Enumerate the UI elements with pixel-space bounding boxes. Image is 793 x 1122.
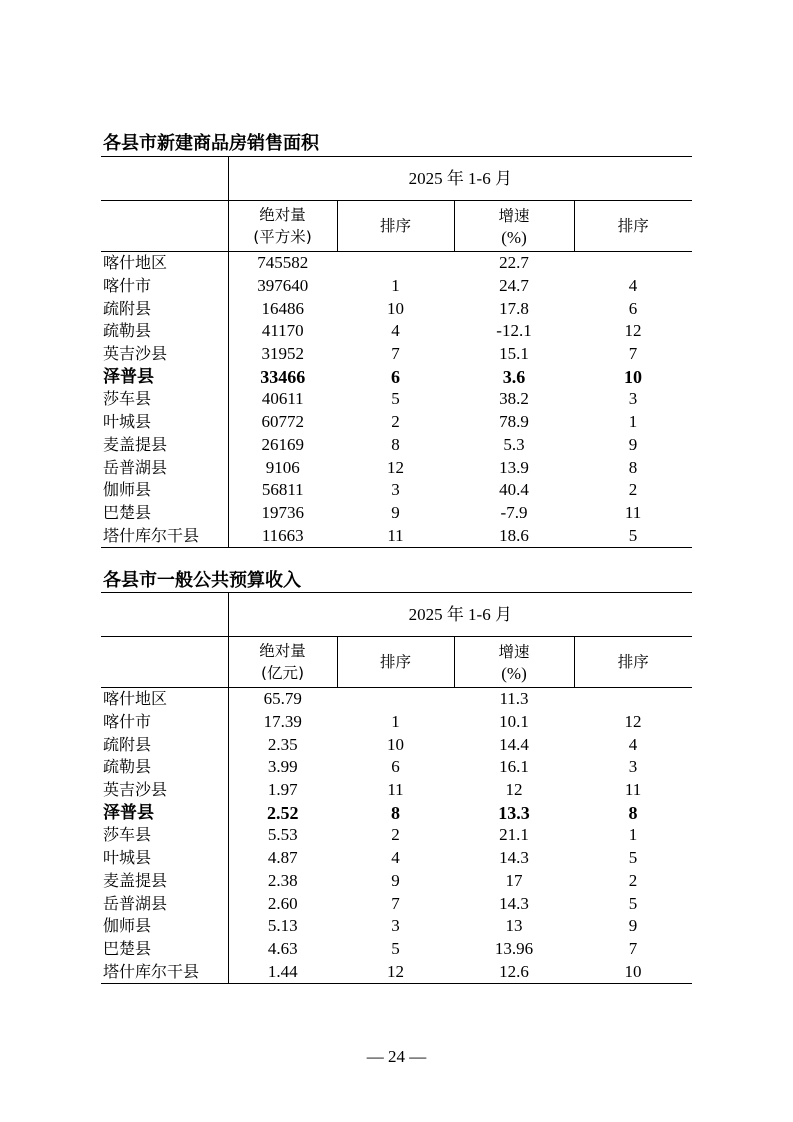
- growth-rank-cell: 9: [628, 434, 638, 454]
- table-row: [101, 320, 692, 343]
- absolute-value-cell: 397640: [257, 276, 309, 296]
- table-title: 各县市新建商品房销售面积: [103, 133, 319, 154]
- absolute-rank-cell: 7: [391, 893, 400, 913]
- growth-rank-cell: 4: [628, 276, 638, 296]
- absolute-value-cell: 26169: [261, 434, 304, 454]
- table-row: [101, 824, 692, 847]
- absolute-value-cell: 745582: [257, 253, 309, 273]
- absolute-value-cell: 3.99: [267, 757, 298, 777]
- growth-rate-cell: 24.7: [499, 276, 529, 296]
- growth-rate-cell: 78.9: [499, 412, 529, 432]
- growth-rank-cell: 2: [628, 480, 638, 500]
- region-name-cell: 麦盖提县: [101, 434, 228, 457]
- header-stub: [101, 637, 228, 688]
- absolute-rank-cell: 1: [391, 712, 400, 732]
- region-name-cell: 疏附县: [101, 297, 228, 320]
- table-title: 各县市一般公共预算收入: [103, 570, 301, 591]
- region-name-cell: 喀什地区: [101, 688, 228, 711]
- growth-rate-cell: 13.96: [494, 938, 534, 958]
- table-row: [101, 524, 692, 547]
- absolute-value-cell: 11663: [261, 525, 304, 545]
- absolute-value-cell: 41170: [261, 321, 304, 341]
- growth-rank-cell: 5: [628, 893, 638, 913]
- region-name-cell: 英吉沙县: [101, 779, 228, 802]
- col-header-rank: [337, 201, 454, 252]
- absolute-value-cell: 1.97: [267, 780, 298, 800]
- absolute-rank-cell: 11: [387, 525, 404, 545]
- absolute-rank-cell: 3: [391, 480, 400, 500]
- growth-rank-cell: [574, 252, 692, 275]
- absolute-value-cell: 2.52: [267, 802, 299, 823]
- absolute-rank-cell: 12: [387, 457, 404, 477]
- region-name-cell: 岳普湖县: [101, 892, 228, 915]
- budget-revenue-table: [101, 592, 692, 984]
- growth-rate-cell: 13.3: [498, 802, 530, 823]
- table-row: [101, 456, 692, 479]
- region-name-cell: 叶城县: [101, 411, 228, 434]
- absolute-value-cell: 60772: [261, 412, 304, 432]
- absolute-value-cell: 40611: [261, 389, 304, 409]
- region-name-cell: 麦盖提县: [101, 870, 228, 893]
- table-row: [101, 502, 692, 525]
- absolute-value-cell: 2.60: [267, 893, 298, 913]
- period-label: 2025 年 1-6 月: [408, 604, 512, 624]
- table-row: [101, 779, 692, 802]
- period-row: [101, 593, 692, 637]
- absolute-rank-cell: 12: [387, 961, 404, 981]
- col-header-growth-line1: 增速: [498, 206, 530, 225]
- absolute-rank-cell: 4: [391, 848, 400, 868]
- growth-rank-cell: 2: [628, 870, 638, 890]
- col-header-growth-rank: [574, 201, 692, 252]
- growth-rank-cell: 6: [628, 298, 638, 318]
- absolute-rank-cell: 8: [391, 434, 400, 454]
- absolute-value-cell: 17.39: [263, 712, 302, 732]
- growth-rate-cell: 14.3: [499, 893, 529, 913]
- col-header-growth-rank-label: 排序: [617, 217, 649, 235]
- growth-rate-cell: 14.4: [499, 734, 529, 754]
- absolute-rank-cell: 9: [391, 502, 400, 522]
- growth-rank-cell: 3: [628, 757, 638, 777]
- absolute-rank-cell: 11: [387, 780, 404, 800]
- col-header-absolute-line1: 绝对量: [259, 642, 306, 660]
- growth-rank-cell: 5: [628, 848, 638, 868]
- region-name-cell: 塔什库尔干县: [101, 960, 228, 983]
- table-row: [101, 411, 692, 434]
- region-name-cell: 喀什市: [101, 711, 228, 734]
- region-name-cell: 疏勒县: [101, 320, 228, 343]
- growth-rank-cell: 12: [624, 321, 642, 341]
- sales-area-table: [101, 156, 692, 548]
- absolute-rank-cell: 7: [391, 344, 400, 364]
- header-stub: [101, 157, 228, 201]
- absolute-rank-cell: 3: [391, 916, 400, 936]
- absolute-rank-cell: 2: [391, 412, 400, 432]
- table-row: [101, 297, 692, 320]
- period-label: 2025 年 1-6 月: [408, 168, 512, 188]
- growth-rank-cell: 11: [624, 502, 642, 522]
- region-name-cell: 泽普县: [101, 365, 228, 388]
- absolute-value-cell: 9106: [265, 457, 300, 477]
- absolute-value-cell: 1.44: [267, 961, 298, 981]
- growth-rank-cell: 1: [628, 412, 638, 432]
- table-row: [101, 756, 692, 779]
- growth-rank-cell: 9: [628, 916, 638, 936]
- col-header-growth-unit: (%): [501, 227, 527, 247]
- growth-rate-cell: 14.3: [499, 848, 529, 868]
- absolute-rank-cell: 6: [391, 366, 400, 387]
- region-name-cell: 疏附县: [101, 733, 228, 756]
- col-header-absolute-line1: 绝对量: [259, 206, 306, 224]
- table-row: [101, 711, 692, 734]
- absolute-value-cell: 31952: [261, 344, 304, 364]
- growth-rate-cell: 22.7: [499, 253, 529, 273]
- absolute-rank-cell: 10: [387, 734, 404, 754]
- growth-rank-cell: 12: [624, 712, 642, 732]
- region-name-cell: 莎车县: [101, 824, 228, 847]
- column-header-row: [101, 201, 692, 252]
- absolute-value-cell: 16486: [261, 298, 304, 318]
- page-number: — 24 —: [366, 1047, 427, 1066]
- region-name-cell: 塔什库尔干县: [101, 524, 228, 547]
- column-header-row: [101, 637, 692, 688]
- region-name-cell: 喀什市: [101, 275, 228, 298]
- growth-rate-cell: 10.1: [499, 712, 529, 732]
- growth-rate-cell: 3.6: [502, 366, 526, 387]
- growth-rank-cell: 10: [624, 961, 642, 981]
- absolute-rank-cell: 4: [391, 321, 400, 341]
- col-header-growth-rank-label: 排序: [617, 653, 649, 671]
- growth-rate-cell: 21.1: [499, 825, 529, 845]
- absolute-value-cell: 65.79: [263, 689, 302, 709]
- growth-rate-cell: 12: [505, 780, 523, 800]
- absolute-rank-cell: [337, 252, 454, 275]
- region-name-cell: 岳普湖县: [101, 456, 228, 479]
- growth-rate-cell: -7.9: [500, 502, 528, 522]
- absolute-value-cell: 4.63: [267, 938, 298, 958]
- growth-rank-cell: 8: [628, 802, 638, 823]
- header-stub: [101, 593, 228, 637]
- region-name-cell: 伽师县: [101, 479, 228, 502]
- growth-rank-cell: 1: [628, 825, 638, 845]
- table-row: [101, 960, 692, 983]
- region-name-cell: 巴楚县: [101, 938, 228, 961]
- table-row: [101, 479, 692, 502]
- absolute-rank-cell: 9: [391, 870, 400, 890]
- table-body: [101, 688, 692, 984]
- absolute-rank-cell: 10: [387, 298, 404, 318]
- absolute-value-cell: 33466: [260, 366, 306, 387]
- growth-rank-cell: 10: [624, 366, 643, 387]
- growth-rate-cell: 18.6: [499, 525, 529, 545]
- growth-rate-cell: 38.2: [499, 389, 529, 409]
- growth-rate-cell: 15.1: [499, 344, 529, 364]
- table-body: [101, 252, 692, 548]
- growth-rank-cell: 7: [628, 344, 638, 364]
- absolute-value-cell: 4.87: [267, 848, 298, 868]
- growth-rate-cell: 17.8: [499, 298, 529, 318]
- col-header-absolute-unit: (亿元): [260, 664, 305, 682]
- table-row: [101, 733, 692, 756]
- table-row: [101, 847, 692, 870]
- region-name-cell: 莎车县: [101, 388, 228, 411]
- absolute-value-cell: 5.13: [267, 916, 298, 936]
- growth-rank-cell: 5: [628, 525, 638, 545]
- absolute-rank-cell: 8: [391, 802, 400, 823]
- col-header-rank: [337, 637, 454, 688]
- absolute-rank-cell: 5: [391, 938, 400, 958]
- absolute-value-cell: 19736: [261, 502, 304, 522]
- col-header-absolute: [228, 637, 337, 688]
- absolute-value-cell: 2.35: [267, 734, 298, 754]
- growth-rate-cell: 13: [505, 916, 523, 936]
- absolute-value-cell: 5.53: [267, 825, 298, 845]
- table-row: [101, 275, 692, 298]
- growth-rate-cell: 5.3: [503, 434, 525, 454]
- table-row: [101, 343, 692, 366]
- col-header-rank-label: 排序: [379, 653, 411, 671]
- region-name-cell: 巴楚县: [101, 502, 228, 525]
- growth-rank-cell: 7: [628, 938, 638, 958]
- table-row: [101, 252, 692, 275]
- growth-rate-cell: 16.1: [499, 757, 529, 777]
- table-row: [101, 434, 692, 457]
- col-header-growth-unit: (%): [501, 663, 527, 683]
- region-name-cell: 伽师县: [101, 915, 228, 938]
- growth-rate-cell: 17: [505, 870, 523, 890]
- table-row: [101, 688, 692, 711]
- absolute-rank-cell: 5: [391, 389, 400, 409]
- col-header-growth-rank: [574, 637, 692, 688]
- region-name-cell: 泽普县: [101, 801, 228, 824]
- growth-rate-cell: 40.4: [499, 480, 529, 500]
- region-name-cell: 英吉沙县: [101, 343, 228, 366]
- absolute-rank-cell: 6: [391, 757, 400, 777]
- table-row: [101, 870, 692, 893]
- region-name-cell: 叶城县: [101, 847, 228, 870]
- table-row: [101, 938, 692, 961]
- growth-rank-cell: 3: [628, 389, 638, 409]
- absolute-value-cell: 56811: [261, 480, 304, 500]
- region-name-cell: 疏勒县: [101, 756, 228, 779]
- growth-rate-cell: -12.1: [496, 321, 532, 341]
- growth-rank-cell: 11: [624, 780, 642, 800]
- region-name-cell: 喀什地区: [101, 252, 228, 275]
- period-row: [101, 157, 692, 201]
- absolute-value-cell: 2.38: [267, 870, 298, 890]
- table-row: [101, 892, 692, 915]
- col-header-growth: [454, 201, 574, 252]
- growth-rate-cell: 13.9: [499, 457, 529, 477]
- absolute-rank-cell: 1: [391, 276, 400, 296]
- table-row: [101, 801, 692, 824]
- growth-rank-cell: 8: [628, 457, 638, 477]
- table-row: [101, 915, 692, 938]
- table-row: [101, 388, 692, 411]
- table-row: [101, 365, 692, 388]
- growth-rank-cell: [574, 688, 692, 711]
- col-header-rank-label: 排序: [379, 217, 411, 235]
- col-header-growth-line1: 增速: [498, 642, 530, 661]
- header-stub: [101, 201, 228, 252]
- col-header-growth: [454, 637, 574, 688]
- absolute-rank-cell: [337, 688, 454, 711]
- growth-rate-cell: 12.6: [499, 961, 529, 981]
- col-header-absolute: [228, 201, 337, 252]
- absolute-rank-cell: 2: [391, 825, 400, 845]
- growth-rate-cell: 11.3: [499, 689, 529, 709]
- col-header-absolute-unit: (平方米): [253, 228, 312, 246]
- growth-rank-cell: 4: [628, 734, 638, 754]
